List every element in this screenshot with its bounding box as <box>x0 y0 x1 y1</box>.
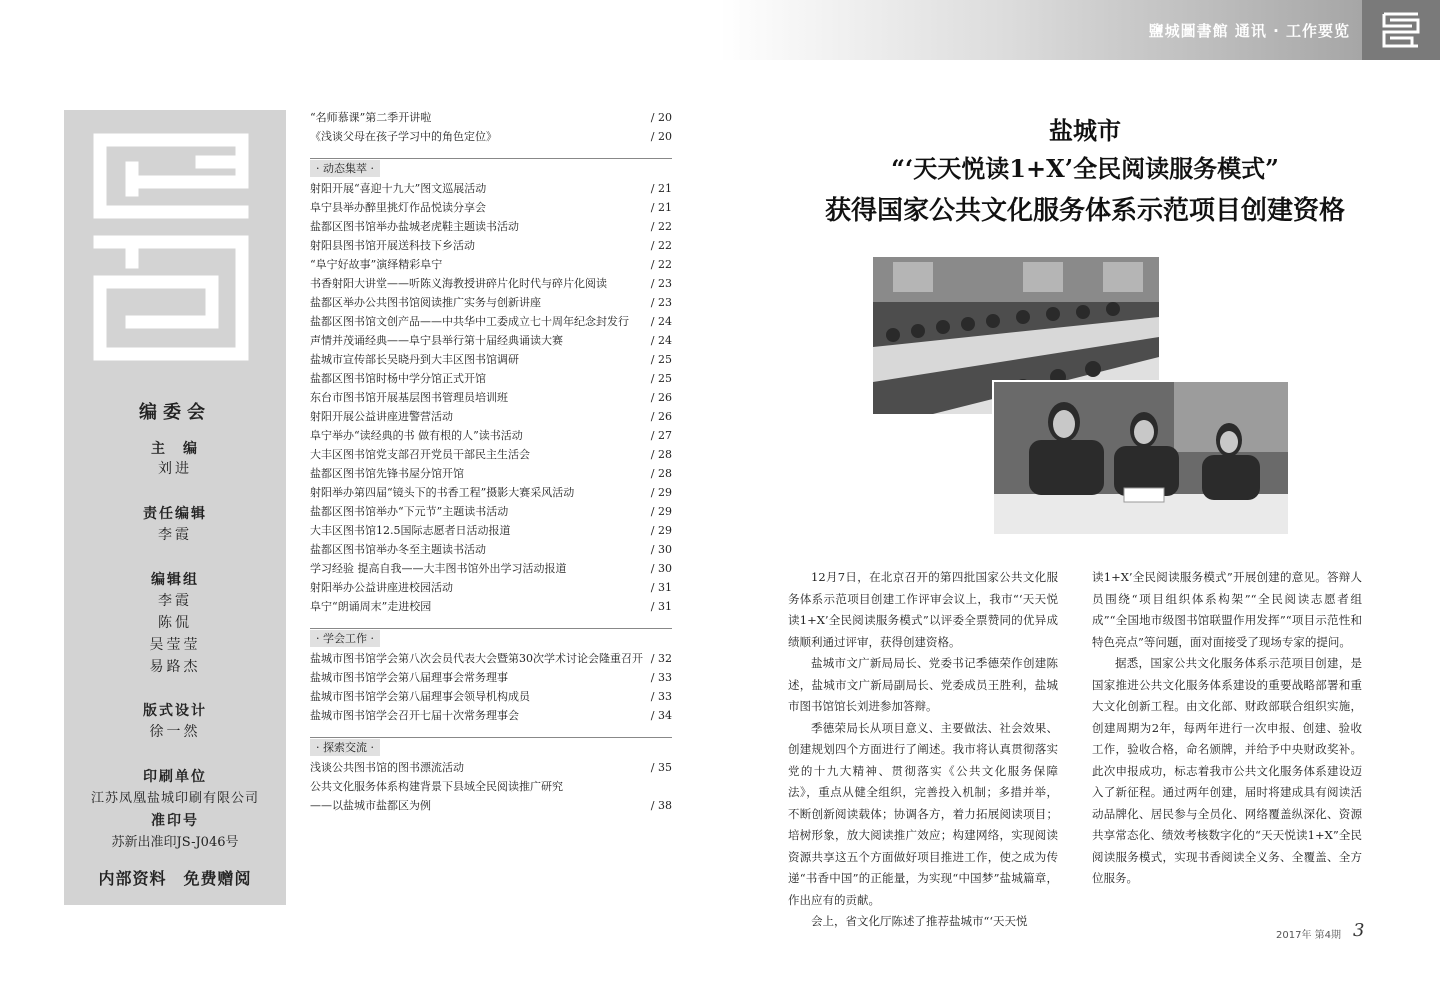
toc-entry[interactable] <box>310 255 672 274</box>
article-paragraph: 季德荣局长从项目意义、主要做法、社会效果、创建规划四个方面进行了阐述。我市将认真贯彻落实党的十九大精神、贯彻落实《公共文化服务保障法》，重点从健全组织，完善投入机制；多措并举，不断创新阅读载体；协调各方，着力拓展阅读项目；培树形象，放大阅读推广效应；构建网络，实现阅读资源共享这五个方面做好项目推进工作，使之成为传递“书香中国”的正能量，为实现“中国梦”盐城篇章，作出应有的贡献。 <box>788 720 1058 907</box>
toc-entry-title: 东台市图书馆开展基层图书管理员培训班 <box>310 391 508 404</box>
toc-entry-title: 盐都区举办公共图书馆阅读推广实务与创新讲座 <box>310 296 541 309</box>
toc-entry[interactable] <box>310 578 672 597</box>
page-number: 3 <box>1353 920 1365 941</box>
permit-label: 准印号 <box>151 813 199 829</box>
toc-entry-title: ——以盐城市盐都区为例 <box>310 799 431 812</box>
toc-entry-page: / 23 <box>650 296 672 309</box>
toc-entry-title: “阜宁好故事”演绎精彩阜宁 <box>310 258 443 271</box>
toc-entry-page: / 27 <box>650 429 672 442</box>
toc-entry-title: 盐城市图书馆学会第八届理事会领导机构成员 <box>310 690 530 703</box>
toc-section-label: · 动态集萃 · <box>310 160 380 177</box>
toc-entry-title: 盐城市图书馆学会第八次会员代表大会暨第30次学术讨论会隆重召开 <box>310 652 643 665</box>
toc-entry[interactable] <box>310 464 672 483</box>
toc-entry-title: 阜宁举办“读经典的书 做有根的人”读书活动 <box>310 429 523 442</box>
chief-editor-name: 刘进 <box>158 461 192 477</box>
toc-entry-page: / 33 <box>650 671 672 684</box>
toc-entry[interactable] <box>310 331 672 350</box>
toc-entry[interactable] <box>310 312 672 331</box>
design-label: 版式设计 <box>143 703 207 719</box>
toc-entry[interactable] <box>310 777 672 796</box>
toc-entry[interactable] <box>310 108 672 127</box>
editing-group-name: 吴莹莹 <box>149 637 201 653</box>
toc-entry-page: / 25 <box>650 372 672 385</box>
toc-entry-title: 声情并茂诵经典——阜宁县举行第十届经典诵读大赛 <box>310 334 563 347</box>
toc-entry-page: / 26 <box>650 410 672 423</box>
table-of-contents <box>310 108 672 815</box>
toc-entry-page: / 20 <box>650 130 672 143</box>
article-paragraph: 据悉，国家公共文化服务体系示范项目创建，是国家推进公共文化服务体系建设的重要战略部署和重大文化创新工程。由文化部、财政部联合组织实施，创建周期为2年，每两年进行一次申报、创建、验收工作，验收合格，命名颁牌，并给予中央财政奖补。此次申报成功，标志着我市公共文化服务体系建设迈入了新征程。通过两年创建，届时将建成具有阅读活动品牌化、居民参与全员化、网络覆盖纵深化、资源共享常态化、绩效考核数字化的“天天悦读1+X”全民阅读服务模式，实现书香阅读全义务、全覆盖、全方位服务。 <box>1092 656 1362 885</box>
toc-entry-title: 盐都区图书馆举办冬至主题读书活动 <box>310 543 486 556</box>
toc-entry[interactable] <box>310 796 672 815</box>
toc-entry[interactable] <box>310 758 672 777</box>
article-paragraph: 会上，省文化厅陈述了推荐盐城市“‘天天悦 <box>811 914 1028 928</box>
toc-section-header <box>310 628 672 647</box>
toc-entry-title: 盐都区图书馆文创产品——中共华中工委成立七十周年纪念封发行 <box>310 315 629 328</box>
toc-entry-title: 书香射阳大讲堂——听陈义海教授讲碎片化时代与碎片化阅读 <box>310 277 607 290</box>
editorial-title: 编委会 <box>139 402 211 423</box>
toc-entry[interactable] <box>310 649 672 668</box>
toc-entry[interactable] <box>310 179 672 198</box>
toc-entry-page: / 35 <box>650 761 672 774</box>
toc-entry-page: / 32 <box>650 652 672 665</box>
distribution-note: 内部资料 免费赠阅 <box>98 869 252 888</box>
toc-entry[interactable] <box>310 668 672 687</box>
toc-entry-title: 《浅谈父母在孩子学习中的角色定位》 <box>310 130 497 143</box>
toc-entry[interactable] <box>310 388 672 407</box>
toc-entry-title: 大丰区图书馆党支部召开党员干部民主生活会 <box>310 448 530 461</box>
article-title-line1: 盐城市 <box>1049 116 1121 145</box>
printer-label: 印刷单位 <box>143 769 207 785</box>
chief-editor-label: 主 编 <box>151 441 199 457</box>
article-paragraph: 读1+X’全民阅读服务模式”开展创建的意见。答辩人员围绕“项目组织体系构架”“全民阅读志愿者组成”“全国地市级图书馆联盟作用发挥”“项目示范性和特色亮点”等问题，面对面接受了现场专家的提问。 <box>1092 570 1362 649</box>
toc-entry-page: / 24 <box>650 334 672 347</box>
toc-section-header <box>310 158 672 177</box>
toc-entry[interactable] <box>310 293 672 312</box>
toc-entry-page: / 30 <box>650 562 672 575</box>
toc-entry[interactable] <box>310 502 672 521</box>
toc-entry-page: / 31 <box>650 581 672 594</box>
article-column-1 <box>788 567 1058 933</box>
toc-entry-page: / 25 <box>650 353 672 366</box>
toc-entry[interactable] <box>310 521 672 540</box>
article-column-2 <box>1092 567 1362 890</box>
toc-entry-page: / 21 <box>650 182 672 195</box>
toc-entry-title: 盐都区图书馆先锋书屋分馆开馆 <box>310 467 464 480</box>
toc-entry-title: 射阳县图书馆开展送科技下乡活动 <box>310 239 475 252</box>
toc-entry-page: / 29 <box>650 486 672 499</box>
toc-entry-title: 盐城市图书馆学会召开七届十次常务理事会 <box>310 709 519 722</box>
toc-entry[interactable] <box>310 445 672 464</box>
library-motif-icon <box>92 132 258 366</box>
toc-entry-page: / 21 <box>650 201 672 214</box>
responsible-editor-name: 李霞 <box>158 527 192 543</box>
library-seal-icon <box>1362 0 1440 60</box>
responsible-editor-label: 责任编辑 <box>143 506 207 522</box>
toc-section-label: · 学会工作 · <box>310 630 380 647</box>
toc-entry-page: / 38 <box>650 799 672 812</box>
toc-entry-title: 学习经验 提高自我——大丰图书馆外出学习活动报道 <box>310 562 567 575</box>
toc-entry-title: 射阳开展公益讲座进警营活动 <box>310 410 453 423</box>
toc-entry-page: / 22 <box>650 258 672 271</box>
toc-entry[interactable] <box>310 597 672 616</box>
article-paragraph: 盐城市文广新局局长、党委书记季德荣作创建陈述，盐城市文广新局副局长、党委成员王胜利，盐城市图书馆馆长刘进参加答辩。 <box>788 656 1058 713</box>
toc-entry-title: 盐都区图书馆举办“下元节”主题读书活动 <box>310 505 509 518</box>
toc-entry-page: / 23 <box>650 277 672 290</box>
toc-entry-page: / 24 <box>650 315 672 328</box>
toc-entry-title: 盐城市图书馆学会第八届理事会常务理事 <box>310 671 508 684</box>
header-title: 鹽城圖書館 通讯 · 工作要览 <box>1148 22 1350 40</box>
article-title-line3: 获得国家公共文化服务体系示范项目创建资格 <box>824 196 1345 226</box>
toc-entry-page: / 34 <box>650 709 672 722</box>
article-title-line2: “‘天天悦读1+X’全民阅读服务模式” <box>891 154 1279 183</box>
toc-entry[interactable] <box>310 426 672 445</box>
toc-entry-page: / 30 <box>650 543 672 556</box>
toc-section-header <box>310 737 672 756</box>
toc-entry[interactable] <box>310 127 672 146</box>
speakers-photo <box>992 380 1290 536</box>
toc-entry-page: / 20 <box>650 111 672 124</box>
editing-group-name: 李霞 <box>158 593 192 609</box>
permit-value: 苏新出准印JS-J046号 <box>111 835 239 850</box>
toc-entry-title: 阜宁“朗诵周末”走进校园 <box>310 600 432 613</box>
editing-group-name: 陈侃 <box>158 615 192 631</box>
toc-entry-page: / 29 <box>650 524 672 537</box>
toc-entry-title: 盐都区图书馆举办盐城老虎鞋主题读书活动 <box>310 220 519 233</box>
toc-entry-page: / 28 <box>650 467 672 480</box>
toc-entry-title: 盐城市宣传部长吴晓丹到大丰区图书馆调研 <box>310 353 519 366</box>
toc-entry[interactable] <box>310 706 672 725</box>
toc-entry-title: 浅谈公共图书馆的图书漂流活动 <box>310 761 464 774</box>
toc-entry-title: 射阳开展“喜迎十九大”图文巡展活动 <box>310 182 487 195</box>
toc-entry-title: 射阳举办公益讲座进校园活动 <box>310 581 453 594</box>
toc-entry-title: 射阳举办第四届“镜头下的书香工程”摄影大赛采风活动 <box>310 486 575 499</box>
editing-group-name: 易路杰 <box>149 659 201 675</box>
toc-entry[interactable] <box>310 350 672 369</box>
toc-entry-page: / 26 <box>650 391 672 404</box>
toc-entry-page: / 22 <box>650 239 672 252</box>
toc-entry-title: 盐都区图书馆时杨中学分馆正式开馆 <box>310 372 486 385</box>
toc-entry-page: / 31 <box>650 600 672 613</box>
toc-entry-title: 公共文化服务体系构建背景下县域全民阅读推广研究 <box>310 780 563 793</box>
toc-entry-page: / 33 <box>650 690 672 703</box>
toc-entry[interactable] <box>310 559 672 578</box>
issue-label: 2017年 第4期 <box>1276 930 1341 941</box>
design-name: 徐一然 <box>149 724 201 740</box>
toc-entry-title: 阜宁县举办醉里挑灯作品悦读分享会 <box>310 201 486 214</box>
toc-entry[interactable] <box>310 369 672 388</box>
toc-section-label: · 探索交流 · <box>310 739 380 756</box>
toc-entry[interactable] <box>310 217 672 236</box>
article-paragraph: 12月7日，在北京召开的第四批国家公共文化服务体系示范项目创建工作评审会议上，我市“‘天天悦读1+X’全民阅读服务模式”以评委全票赞同的优异成绩顺利通过评审，获得创建资格。 <box>788 570 1058 649</box>
printer-name: 江苏凤凰盐城印刷有限公司 <box>90 791 259 806</box>
toc-entry[interactable] <box>310 687 672 706</box>
toc-entry[interactable] <box>310 274 672 293</box>
toc-entry[interactable] <box>310 198 672 217</box>
editing-group-label: 编辑组 <box>151 572 199 588</box>
toc-entry[interactable] <box>310 483 672 502</box>
toc-entry-page: / 22 <box>650 220 672 233</box>
toc-entry[interactable] <box>310 407 672 426</box>
toc-entry-title: “名师慕课”第二季开讲啦 <box>310 111 432 124</box>
toc-entry-page: / 28 <box>650 448 672 461</box>
toc-entry-page <box>668 777 672 796</box>
toc-entry-title: 大丰区图书馆12.5国际志愿者日活动报道 <box>310 524 511 537</box>
toc-entry[interactable] <box>310 236 672 255</box>
toc-entry-page: / 29 <box>650 505 672 518</box>
toc-entry[interactable] <box>310 540 672 559</box>
